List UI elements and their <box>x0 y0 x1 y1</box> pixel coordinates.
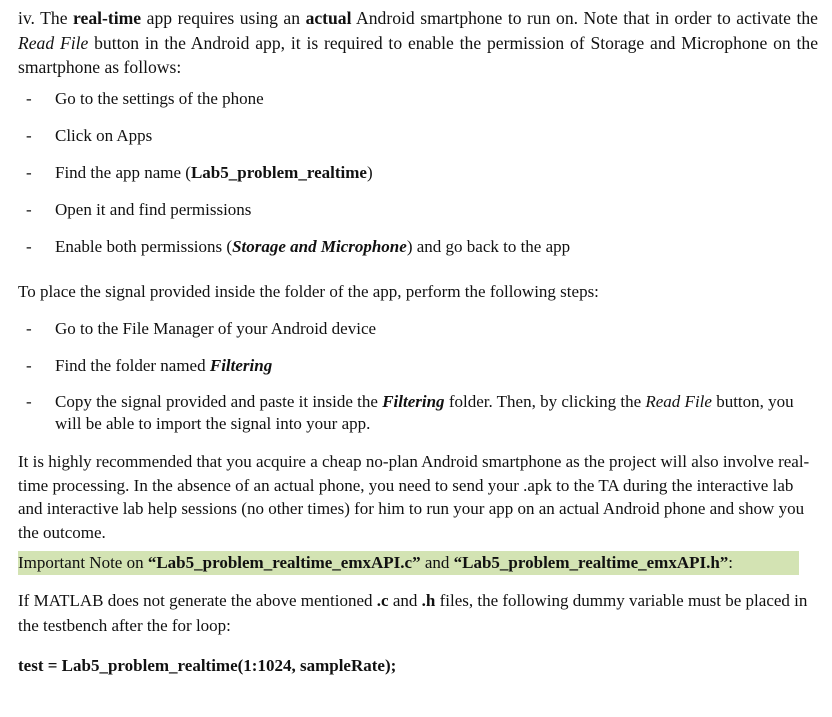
important-note-highlight <box>18 551 799 575</box>
folder-name: Filtering <box>209 356 273 375</box>
step-text: Open it and find permissions <box>55 199 252 219</box>
step-text: button, you will be able to import the signal into your app. <box>55 392 794 433</box>
step-iv-text: iv. The <box>18 8 74 28</box>
dash-bullet: - <box>26 88 32 108</box>
app-name: Lab5_problem_realtime <box>190 162 367 182</box>
list-item <box>18 391 818 435</box>
permissions-term: Storage and Microphone <box>232 236 407 256</box>
step-iv-text: Android smartphone to run on. Note that in order to activate the <box>351 8 818 28</box>
permission-steps-list <box>18 87 818 258</box>
list-item <box>18 354 818 377</box>
c-file-name: “Lab5_problem_realtime_emxAPI.c” <box>147 553 421 572</box>
step-text: ) <box>366 162 373 182</box>
list-item <box>18 124 818 147</box>
note-text: Important Note on <box>18 553 148 572</box>
important-note <box>18 551 818 575</box>
note-text: and <box>420 553 454 572</box>
folder-name: Filtering <box>382 392 445 411</box>
document-page <box>18 6 818 679</box>
step-text: Find the app name ( <box>55 162 191 182</box>
matlab-text: If MATLAB does not generate the above mentioned <box>18 591 377 610</box>
step-iv-text: app requires using an <box>141 8 306 28</box>
list-item <box>18 235 818 258</box>
signal-steps-list <box>18 317 818 435</box>
dash-bullet: - <box>26 125 32 145</box>
matlab-text: files, the following dummy variable must be placed in the testbench after the for loop: <box>18 591 808 635</box>
step-text: Go to the File Manager of your Android device <box>55 319 377 338</box>
signal-intro: To place the signal provided inside the folder of the app, perform the following steps: <box>18 281 599 301</box>
dummy-variable-code: test = Lab5_problem_realtime(1:1024, sampleRate); <box>18 656 397 675</box>
step-text: folder. Then, by clicking the <box>444 392 646 411</box>
dash-bullet: - <box>26 236 32 256</box>
step-text: Go to the settings of the phone <box>55 88 264 108</box>
recommendation-paragraph: It is highly recommended that you acquire a cheap no-plan Android smartphone as the project will also involve real-time processing. In the absence of an actual phone, you need to send your .apk to the TA during the interactive lab and interactive lab help sessions (no other times) for him to run your app on an actual Android phone and show you the outcome. <box>18 452 810 542</box>
dash-bullet: - <box>26 319 32 338</box>
code-line <box>18 654 818 679</box>
step-text: Copy the signal provided and paste it inside the <box>55 392 383 411</box>
dash-bullet: - <box>26 392 32 411</box>
list-item <box>18 317 818 340</box>
h-extension: .h <box>421 591 436 610</box>
list-item <box>18 87 818 110</box>
dash-bullet: - <box>26 356 32 375</box>
dash-bullet: - <box>26 199 32 219</box>
actual-term: actual <box>305 8 352 28</box>
note-text: : <box>728 553 734 572</box>
step-text: Enable both permissions ( <box>55 236 233 256</box>
read-file-term: Read File <box>18 32 89 53</box>
dash-bullet: - <box>26 162 32 182</box>
read-file-term: Read File <box>645 392 712 411</box>
c-extension: .c <box>376 591 389 610</box>
step-text: Click on Apps <box>55 125 153 145</box>
step-text: Find the folder named <box>55 356 210 375</box>
list-item <box>18 198 818 221</box>
h-file-name: “Lab5_problem_realtime_emxAPI.h” <box>453 553 729 572</box>
step-iv-paragraph <box>18 6 818 80</box>
list-item <box>18 161 818 184</box>
step-text: ) and go back to the app <box>406 236 571 256</box>
matlab-note <box>18 589 818 638</box>
step-iv-text: button in the Android app, it is required to enable the permission of Storage and Microphone on the smartphone as follows: <box>18 32 818 77</box>
matlab-text: and <box>388 591 422 610</box>
realtime-term: real-time <box>73 8 142 28</box>
